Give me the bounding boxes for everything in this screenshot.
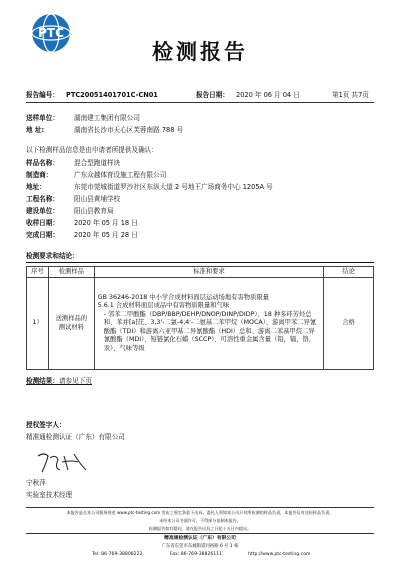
table-header-row: [27, 267, 374, 278]
logo-text: PTC: [38, 26, 64, 40]
signer-label: 授权签字人：: [26, 421, 66, 429]
report-date: 2020 年 06 月 04 日: [236, 91, 300, 99]
client-address-row: [26, 127, 183, 134]
footer-company: 精准通检测认证（广东）有限公司: [164, 536, 236, 541]
client-unit: 湖南建工集团有限公司: [74, 114, 140, 122]
requirement-line: GB 36246-2018 中小学合成材料面层运动场地有害物质限量: [97, 293, 269, 301]
report-no-label: 报告编号：: [26, 91, 59, 99]
footer-divider-top: [26, 507, 374, 508]
report-date-label: 报告日期：: [196, 91, 229, 99]
sample-row: 工程名称： 阳山县黄埔学校: [26, 195, 121, 203]
detail-label: 检测结果：: [26, 377, 59, 385]
report-no: PTC20051401701C-CN01: [66, 91, 158, 99]
signer-company: 精准通检测认证（广东）有限公司: [26, 433, 125, 441]
client-unit-label: 送样单位：: [26, 114, 59, 122]
footer-address: 广东省东莞市东城街道同裕路 6 号 1 栋: [161, 544, 239, 549]
sample-intro: 以下检测样品信息是由申请者所提供及确认：: [26, 146, 158, 154]
detail-value: 请参见下页: [58, 377, 92, 385]
detail-row: [26, 378, 92, 385]
col-header-conclusion: 结论: [324, 267, 374, 278]
sample-row: 收样日期： 2020 年 05 月 18 日: [26, 219, 138, 227]
page-title: 检测报告: [152, 40, 248, 64]
client-address: 湖南省长沙市天心区芙蓉南路 788 号: [74, 126, 184, 134]
signer-role: 实验室技术经理: [26, 491, 73, 499]
sample-row: 完成日期： 2020 年 05 月 28 日: [26, 231, 138, 239]
footer-divider-bottom: [26, 533, 374, 534]
sample-row: 建设单位： 阳山县教育局: [26, 207, 114, 215]
footer-disclaimer-3: 检测报告如有疑问，请在报告出具之日起十五日内提出。: [148, 526, 252, 531]
page-info: 第1页 共7页: [332, 91, 369, 99]
col-header-requirements: 标准和要求: [94, 267, 323, 278]
client-address-label: 地 址:: [26, 126, 45, 134]
footer-web[interactable]: http://www.ptc-testing.com: [248, 552, 311, 557]
col-header-sample: 检测样品: [48, 267, 94, 278]
client-unit-row: [26, 115, 140, 122]
section-title: 检测要求和结论：: [26, 252, 79, 260]
row-conclusion: 合格: [324, 278, 374, 370]
footer-disclaimer-2: 未经本公司书面许可，不得部分复制本报告。: [159, 518, 241, 523]
results-table: [26, 266, 374, 370]
section-divider: [26, 262, 374, 263]
footer-disclaimer-1: 本报告是在本公司服务规范 www.ptc-testing.com 发布之规定条款下出具。委托人须知本公司只对所检测的样品负责，本报告仅对送检样品负责。: [66, 510, 334, 515]
requirement-line: - 邻苯二甲酸酯（DBP/BBP/DEHP/DNOP/DINP/DIDP）、18 种多环芳烃总和、苯并[a]芘、3,3'-二氯-4,4'-二氨基二苯甲烷（MOCA）、游离甲苯二异氰酸酯（TDI）和游离六亚甲基二异氰酸酯（HDI）总和、游离二苯基甲烷二异氰酸酯（MDI）、短链氯化石蜡（SCCP）、可溶性重金属含量（铅，镉，铬，汞）、气味等级: [103, 310, 317, 352]
sample-row: 制造商： 广东众越体育设施工程有限公司: [26, 171, 167, 179]
header-divider: [26, 102, 374, 103]
handwritten-signature: [34, 448, 92, 476]
footer-fax: Fax: 86-769-38826111: [170, 552, 223, 557]
sample-row: 地址： 东莞市莞城街道罗沙社区东纵大道 2 号地王广场商务中心 1205A 号: [26, 183, 273, 191]
col-header-no: 序号: [27, 267, 49, 278]
row-no: 1）: [27, 278, 49, 370]
row-requirements: [94, 278, 323, 370]
requirement-line: 5.6.1 合成材料面层成品中有害物质限量和气味: [97, 302, 230, 310]
footer-tel: Tel: 86-769-38808222: [92, 552, 143, 557]
row-sample: 送测样品的测试材料: [48, 278, 94, 370]
signer-name: 宁秋萍: [26, 479, 46, 487]
table-row: [27, 278, 374, 370]
sample-row: 样品名称： 混合型跑道样块: [26, 159, 121, 167]
